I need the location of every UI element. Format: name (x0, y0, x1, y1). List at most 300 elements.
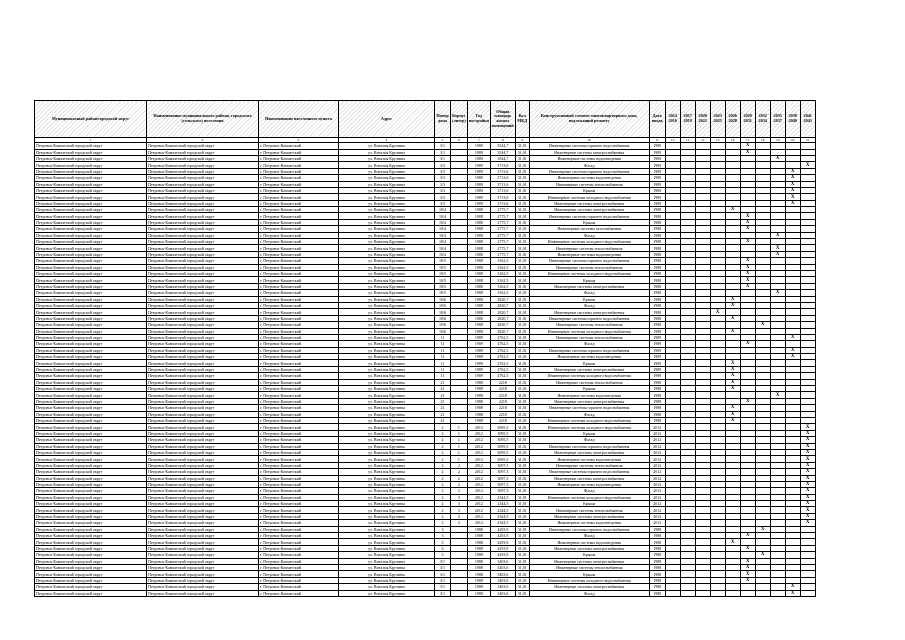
table-cell: 31,01 (515, 283, 529, 289)
table-cell: 1988 (467, 328, 490, 334)
table-cell: 2344,5 (490, 513, 515, 519)
table-cell: Петровск-Камчатский городской округ (147, 590, 259, 596)
table-cell: ул. Виталия Кручины (339, 462, 435, 468)
table-cell: 1988 (649, 526, 665, 532)
table-cell: ул. Виталия Кручины (339, 424, 435, 430)
table-cell: Петровск-Камчатский городской округ (147, 328, 259, 334)
table-cell: Фасад (529, 302, 649, 308)
period-mark-cell: X (725, 366, 740, 372)
period-mark-cell: X (740, 264, 755, 270)
table-cell: Петровск-Камчатский городской округ (147, 424, 259, 430)
table-cell: 31,01 (515, 373, 529, 379)
table-cell: 1988 (467, 379, 490, 385)
table-cell: г. Петровск-Камчатский (259, 571, 339, 577)
table-cell: 31,01 (515, 143, 529, 149)
period-mark-cell: X (785, 168, 800, 174)
table-cell: 2 (435, 513, 451, 519)
table-cell: г. Петровск-Камчатский (259, 232, 339, 238)
table-cell: ул. Виталия Кручины (339, 392, 435, 398)
period-mark-cell: X (740, 283, 755, 289)
table-cell: 31,01 (515, 341, 529, 347)
table-cell: 31,01 (515, 462, 529, 468)
table-cell: 3/1 (435, 558, 451, 564)
capital-repair-table (34, 100, 816, 597)
table-cell: 1988 (649, 545, 665, 551)
table-cell: 1989 (467, 143, 490, 149)
table-cell: г. Петровск-Камчатский (259, 558, 339, 564)
table-cell: 2012 (649, 475, 665, 481)
table-cell: Петровск-Камчатский городской округ (147, 239, 259, 245)
table-cell: 2762,5 (490, 341, 515, 347)
period-mark-cell: X (800, 507, 815, 513)
table-cell: 11 (435, 341, 451, 347)
table-cell: 31,01 (515, 481, 529, 487)
period-mark-cell: X (740, 219, 755, 225)
table-cell: 2775,7 (490, 232, 515, 238)
table-cell: Крыша (529, 219, 649, 225)
table-cell: 3097,3 (490, 481, 515, 487)
header-cell: Год постройки (467, 101, 490, 138)
table-cell: Крыша (529, 187, 649, 193)
table-cell: 1988 (649, 277, 665, 283)
table-cell: 3713,6 (490, 194, 515, 200)
table-cell: 1988 (467, 322, 490, 328)
table-cell: ул. Виталия Кручины (339, 501, 435, 507)
table-cell: Петровск-Камчатский городской округ (147, 360, 259, 366)
table-cell: Петровск-Камчатский городской округ (147, 507, 259, 513)
table-cell: 1988 (649, 417, 665, 423)
table-cell: 10/4 (435, 219, 451, 225)
column-number-cell: 18 (755, 138, 770, 143)
table-cell: 3/3 (435, 175, 451, 181)
table-cell: Петровск-Камчатский городской округ (35, 290, 147, 296)
table-cell: Петровск-Камчатский городской округ (147, 296, 259, 302)
table-cell: г. Петровск-Камчатский (259, 200, 339, 206)
header-cell: Муниципальный район/городской округ (35, 101, 147, 138)
table-cell: 1988 (467, 264, 490, 270)
table-cell: Петровск-Камчатский городской округ (147, 405, 259, 411)
table-cell: Петровск-Камчатский городской округ (147, 341, 259, 347)
table-cell: 31,01 (515, 443, 529, 449)
table-cell: г. Петровск-Камчатский (259, 213, 339, 219)
table-cell: 1988 (467, 417, 490, 423)
table-cell: г. Петровск-Камчатский (259, 315, 339, 321)
table-cell: Инженерные системы горячего водоснабжения (529, 213, 649, 219)
table-cell: 2 (451, 488, 468, 494)
table-cell: 1989 (649, 162, 665, 168)
table-cell: Петровск-Камчатский городской округ (147, 577, 259, 583)
table-cell: 1988 (467, 283, 490, 289)
table-cell: Инженерные системы теплоснабжения (529, 322, 649, 328)
table-cell: Петровск-Камчатский городской округ (35, 520, 147, 526)
table-cell: Петровск-Камчатский городской округ (35, 187, 147, 193)
table-cell: г. Петровск-Камчатский (259, 430, 339, 436)
table-cell: 1988 (467, 207, 490, 213)
period-mark-cell: X (740, 577, 755, 583)
table-cell: Инженерные системы газоснабжения (529, 226, 649, 232)
table-cell: Фасад (529, 411, 649, 417)
table-cell: 3544,7 (490, 155, 515, 161)
table-cell: 1988 (649, 398, 665, 404)
table-cell: 1 (451, 456, 468, 462)
table-cell: Петровск-Камчатский городской округ (35, 552, 147, 558)
table-cell: Петровск-Камчатский городской округ (147, 315, 259, 321)
table-cell: Петровск-Камчатский городской округ (35, 373, 147, 379)
table-cell: Петровск-Камчатский городской округ (147, 175, 259, 181)
table-cell: г. Петровск-Камчатский (259, 290, 339, 296)
table-cell: ул. Виталия Кручины (339, 366, 435, 372)
table-cell: 3162,5 (490, 271, 515, 277)
table-cell: 3713,6 (490, 168, 515, 174)
table-cell: 3/1 (435, 590, 451, 596)
table-cell: 1988 (649, 405, 665, 411)
period-mark-cell: X (770, 232, 785, 238)
table-cell: 2218 (490, 379, 515, 385)
period-mark-cell: X (725, 373, 740, 379)
period-mark-cell: X (740, 258, 755, 264)
table-cell: Крыша (529, 552, 649, 558)
table-cell: Петровск-Камчатский городской округ (147, 398, 259, 404)
table-cell: г. Петровск-Камчатский (259, 552, 339, 558)
table-cell: Инженерные системы холодного водоснабжения (529, 373, 649, 379)
table-cell: г. Петровск-Камчатский (259, 226, 339, 232)
period-mark-cell: X (740, 545, 755, 551)
table-cell: 1988 (649, 411, 665, 417)
table-cell: 1988 (649, 379, 665, 385)
table-cell: 3/1 (435, 149, 451, 155)
table-cell: Петровск-Камчатский городской округ (147, 181, 259, 187)
table-cell: Петровск-Камчатский городской округ (147, 187, 259, 193)
table-cell: 1988 (649, 251, 665, 257)
table-cell: Петровск-Камчатский городской округ (35, 232, 147, 238)
period-mark-cell: X (770, 392, 785, 398)
table-cell: 2012 (649, 449, 665, 455)
table-cell: 31,01 (515, 168, 529, 174)
table-cell: ул. Виталия Кручины (339, 194, 435, 200)
table-cell: Петровск-Камчатский городской округ (35, 539, 147, 545)
table-cell: Инженерные системы водоотведения (529, 392, 649, 398)
table-cell: Петровск-Камчатский городской округ (35, 526, 147, 532)
table-cell: 31,01 (515, 545, 529, 551)
table-cell: г. Петровск-Камчатский (259, 360, 339, 366)
period-mark-cell: X (725, 386, 740, 392)
table-cell: Инженерные системы горячего водоснабжения (529, 469, 649, 475)
table-cell: ул. Виталия Кручины (339, 264, 435, 270)
table-cell: Петровск-Камчатский городской округ (35, 258, 147, 264)
table-cell: 3095,5 (490, 443, 515, 449)
table-cell: ул. Виталия Кручины (339, 488, 435, 494)
table-cell: Инженерные системы холодного водоснабжения (529, 271, 649, 277)
table-cell: 1988 (649, 315, 665, 321)
table-cell: 31,01 (515, 264, 529, 270)
table-cell: 31,01 (515, 513, 529, 519)
table-cell: 4293,9 (490, 533, 515, 539)
table-cell: Инженерные системы холодного водоснабжения (529, 424, 649, 430)
table-cell: 10/5 (435, 258, 451, 264)
table-cell: 2218 (490, 398, 515, 404)
table-cell: 2 (435, 462, 451, 468)
table-cell: Петровск-Камчатский городской округ (35, 194, 147, 200)
table-cell: г. Петровск-Камчатский (259, 379, 339, 385)
table-cell: ул. Виталия Кручины (339, 219, 435, 225)
table-cell: 1988 (649, 386, 665, 392)
table-cell: г. Петровск-Камчатский (259, 219, 339, 225)
table-cell: Петровск-Камчатский городской округ (147, 226, 259, 232)
table-cell: 1988 (467, 558, 490, 564)
table-cell: Инженерные системы водоотведения (529, 520, 649, 526)
table-cell: г. Петровск-Камчатский (259, 309, 339, 315)
table-cell: Инженерные системы теплоснабжения (529, 379, 649, 385)
table-cell: Петровск-Камчатский городской округ (35, 271, 147, 277)
table-cell: Петровск-Камчатский городской округ (35, 283, 147, 289)
table-cell: 10/4 (435, 232, 451, 238)
table-cell: Петровск-Камчатский городской округ (35, 226, 147, 232)
table-cell: Петровск-Камчатский городской округ (35, 545, 147, 551)
table-cell: ул. Виталия Кручины (339, 213, 435, 219)
table-cell: 2218 (490, 405, 515, 411)
table-cell: г. Петровск-Камчатский (259, 322, 339, 328)
table-cell: ул. Виталия Кручины (339, 143, 435, 149)
column-number-cell: 13 (680, 138, 695, 143)
table-cell: Петровск-Камчатский городской округ (35, 564, 147, 570)
period-mark-cell: X (770, 155, 785, 161)
table-cell: 31,01 (515, 501, 529, 507)
table-cell: 3097,3 (490, 475, 515, 481)
table-cell: 1988 (467, 245, 490, 251)
table-cell: ул. Виталия Кручины (339, 520, 435, 526)
table-cell: Петровск-Камчатский городской округ (147, 168, 259, 174)
table-cell: 31,01 (515, 494, 529, 500)
table-cell: 31,01 (515, 328, 529, 334)
table-cell: Инженерные системы водоотведения (529, 251, 649, 257)
table-cell: Петровск-Камчатский городской округ (147, 469, 259, 475)
table-cell: Петровск-Камчатский городской округ (147, 392, 259, 398)
table-cell: ул. Виталия Кручины (339, 283, 435, 289)
table-cell: 1988 (649, 328, 665, 334)
table-cell: ул. Виталия Кручины (339, 290, 435, 296)
table-cell: ул. Виталия Кручины (339, 162, 435, 168)
table-cell: Петровск-Камчатский городской округ (35, 328, 147, 334)
table-cell: 2012 (467, 456, 490, 462)
table-cell: 3/1 (435, 155, 451, 161)
period-mark-cell (755, 590, 770, 596)
table-cell: ул. Виталия Кручины (339, 373, 435, 379)
table-cell: Инженерные системы холодного водоснабжения (529, 328, 649, 334)
table-cell: 1989 (467, 181, 490, 187)
table-cell: 3097,3 (490, 462, 515, 468)
table-cell: Петровск-Камчатский городской округ (147, 373, 259, 379)
table-cell: ул. Виталия Кручины (339, 354, 435, 360)
table-cell: 2762,5 (490, 354, 515, 360)
table-cell: Петровск-Камчатский городской округ (147, 143, 259, 149)
table-cell: Петровск-Камчатский городской округ (147, 411, 259, 417)
table-cell: Петровск-Камчатский городской округ (147, 283, 259, 289)
period-mark-cell: X (755, 322, 770, 328)
period-mark-cell: X (740, 213, 755, 219)
table-cell: 1989 (649, 155, 665, 161)
table-cell: 21 (435, 405, 451, 411)
table-cell: 3713,6 (490, 181, 515, 187)
table-cell: 1988 (649, 258, 665, 264)
column-number-cell: 12 (665, 138, 680, 143)
table-cell: 1989 (649, 168, 665, 174)
table-cell: г. Петровск-Камчатский (259, 143, 339, 149)
table-cell: Инженерные системы электроснабжения (529, 283, 649, 289)
table-cell: Петровск-Камчатский городской округ (35, 558, 147, 564)
table-cell: Петровск-Камчатский городской округ (35, 411, 147, 417)
table-cell: г. Петровск-Камчатский (259, 168, 339, 174)
column-number-cell: 7 (467, 138, 490, 143)
table-cell: Фасад (529, 232, 649, 238)
table-cell: г. Петровск-Камчатский (259, 347, 339, 353)
header-cell: 2035 2037 (770, 101, 785, 138)
table-cell: 2 (435, 437, 451, 443)
table-cell: 2820,7 (490, 302, 515, 308)
table-cell: 1989 (467, 187, 490, 193)
table-cell: 3097,3 (490, 469, 515, 475)
table-cell: г. Петровск-Камчатский (259, 207, 339, 213)
table-cell: 2820,7 (490, 309, 515, 315)
table-cell: 31,01 (515, 290, 529, 296)
period-mark-cell: X (710, 309, 725, 315)
table-cell: г. Петровск-Камчатский (259, 251, 339, 257)
table-cell: Петровск-Камчатский городской округ (35, 424, 147, 430)
table-cell: Инженерные системы электроснабжения (529, 149, 649, 155)
table-cell: Петровск-Камчатский городской округ (147, 162, 259, 168)
table-cell: 2012 (649, 456, 665, 462)
period-mark-cell: X (800, 469, 815, 475)
table-cell: 3162,5 (490, 277, 515, 283)
period-mark-cell: X (800, 481, 815, 487)
table-cell: ул. Виталия Кручины (339, 475, 435, 481)
table-cell: 3 (435, 545, 451, 551)
table-cell: 4293,9 (490, 539, 515, 545)
period-mark-cell: X (725, 379, 740, 385)
table-cell: 3162,5 (490, 290, 515, 296)
table-cell: Петровск-Камчатский городской округ (35, 398, 147, 404)
table-cell: ул. Виталия Кручины (339, 558, 435, 564)
table-cell: 10/5 (435, 277, 451, 283)
table-cell: Петровск-Камчатский городской округ (147, 552, 259, 558)
table-cell: 3097,3 (490, 488, 515, 494)
table-cell: ул. Виталия Кручины (339, 149, 435, 155)
table-cell: 31,01 (515, 430, 529, 436)
table-cell: 1988 (649, 392, 665, 398)
table-cell: 2012 (467, 462, 490, 468)
table-cell: 1988 (649, 213, 665, 219)
table-cell: 2344,5 (490, 520, 515, 526)
column-number-cell: 21 (800, 138, 815, 143)
table-cell: 3162,5 (490, 264, 515, 270)
header-cell: Кол МКД (515, 101, 529, 138)
table-cell: Инженерные системы теплоснабжения (529, 564, 649, 570)
table-cell: Петровск-Камчатский городской округ (147, 258, 259, 264)
period-mark-cell: X (785, 347, 800, 353)
table-cell: ул. Виталия Кручины (339, 239, 435, 245)
table-cell: 1988 (467, 398, 490, 404)
table-cell: 1988 (467, 315, 490, 321)
table-cell: 3162,5 (490, 258, 515, 264)
table-cell: 21 (435, 417, 451, 423)
table-cell: 11 (435, 347, 451, 353)
table-cell: 10/4 (435, 226, 451, 232)
table-cell: 2344,5 (490, 494, 515, 500)
table-cell: 3/3 (435, 200, 451, 206)
table-cell: Крыша (529, 296, 649, 302)
table-cell: 2012 (649, 462, 665, 468)
table-cell: 1988 (649, 283, 665, 289)
table-cell: 31,01 (515, 251, 529, 257)
table-cell: 3403,6 (490, 590, 515, 596)
period-mark-cell: X (725, 360, 740, 366)
table-cell: Петровск-Камчатский городской округ (147, 564, 259, 570)
table-cell: 1988 (649, 558, 665, 564)
table-cell: г. Петровск-Камчатский (259, 469, 339, 475)
table-cell: Инженерные системы горячего водоснабжения (529, 143, 649, 149)
table-cell: Инженерные системы теплоснабжения (529, 181, 649, 187)
table-cell: Фасад (529, 341, 649, 347)
period-mark-cell: X (785, 181, 800, 187)
table-cell: 2775,7 (490, 251, 515, 257)
table-cell: 2 (435, 520, 451, 526)
period-mark-cell: X (800, 449, 815, 455)
table-cell: г. Петровск-Камчатский (259, 481, 339, 487)
table-cell: 2012 (649, 443, 665, 449)
header-cell: Наименование населенного пункта (259, 101, 339, 138)
table-cell: ул. Виталия Кручины (339, 533, 435, 539)
header-cell: 2017 2019 (680, 101, 695, 138)
table-cell: ул. Виталия Кручины (339, 411, 435, 417)
period-mark-cell: X (725, 296, 740, 302)
table-cell: 31,01 (515, 296, 529, 302)
period-mark-cell (680, 590, 695, 596)
column-number-cell: 9 (515, 138, 529, 143)
period-mark-cell (710, 590, 725, 596)
table-cell: 2012 (467, 507, 490, 513)
table-cell: 3713,6 (490, 200, 515, 206)
table-cell: 2012 (467, 520, 490, 526)
table-cell: Крыша (529, 277, 649, 283)
table-cell: г. Петровск-Камчатский (259, 488, 339, 494)
column-number-cell: 4 (339, 138, 435, 143)
table-cell: 2012 (467, 443, 490, 449)
table-cell: 31,01 (515, 334, 529, 340)
table-cell: Петровск-Камчатский городской округ (147, 584, 259, 590)
table-cell: ул. Виталия Кручины (339, 207, 435, 213)
table-cell: Петровск-Камчатский городской округ (147, 558, 259, 564)
table-cell: Петровск-Камчатский городской округ (147, 539, 259, 545)
table-cell: Инженерные системы электроснабжения (529, 475, 649, 481)
table-cell: 31,01 (515, 213, 529, 219)
table-cell: ул. Виталия Кручины (339, 526, 435, 532)
table-cell: ул. Виталия Кручины (339, 341, 435, 347)
table-cell: г. Петровск-Камчатский (259, 341, 339, 347)
table-cell: Петровск-Камчатский городской округ (35, 456, 147, 462)
table-cell: 1989 (467, 341, 490, 347)
table-cell: 31,01 (515, 488, 529, 494)
period-mark-cell (800, 590, 815, 596)
table-cell: 3 (435, 539, 451, 545)
table-cell: г. Петровск-Камчатский (259, 449, 339, 455)
table-cell: Петровск-Камчатский городской округ (35, 251, 147, 257)
table-cell: Петровск-Камчатский городской округ (35, 417, 147, 423)
table-cell: 1988 (467, 564, 490, 570)
table-cell: 2218 (490, 417, 515, 423)
table-cell: 2012 (467, 513, 490, 519)
period-mark-cell: X (800, 443, 815, 449)
table-cell: 31,01 (515, 175, 529, 181)
table-cell: 10/4 (435, 239, 451, 245)
